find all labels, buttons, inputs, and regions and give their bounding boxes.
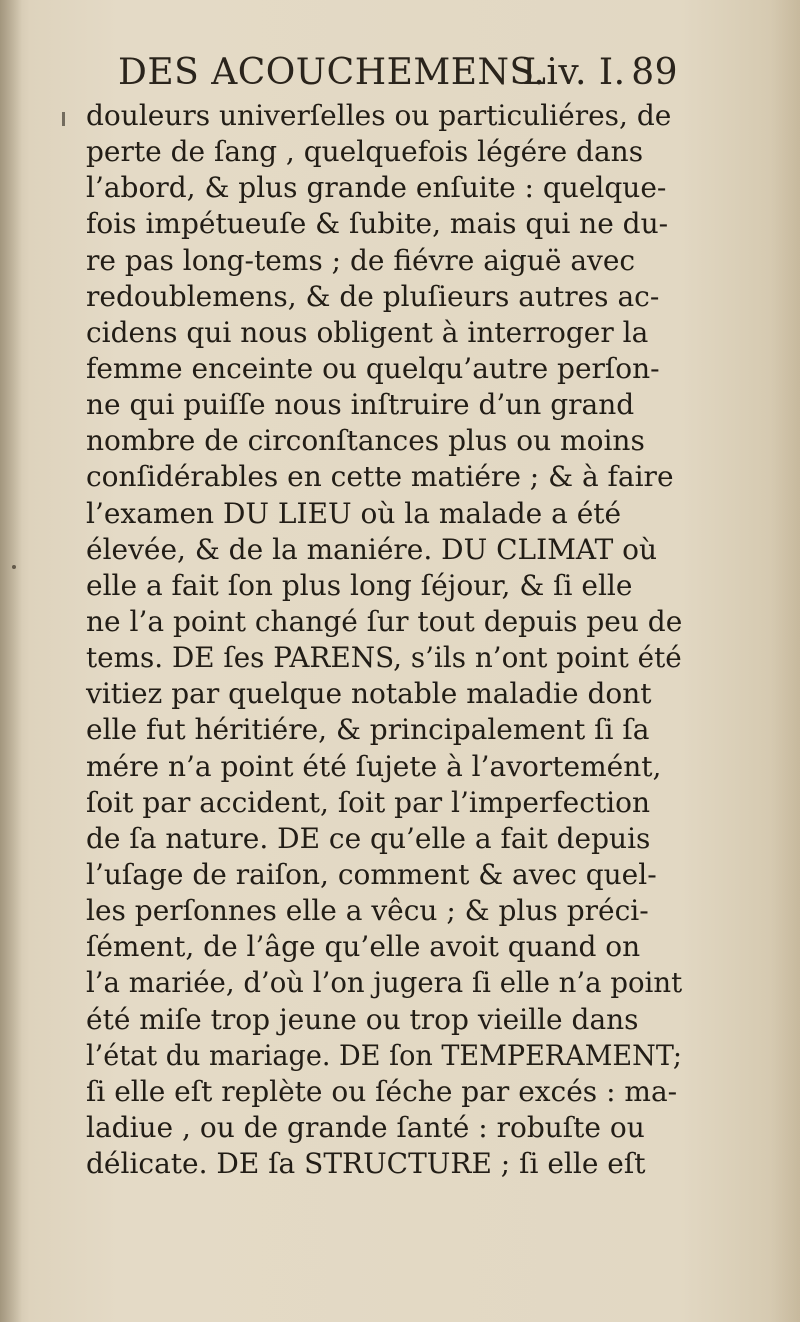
page-number: 89 xyxy=(631,52,678,93)
text-line: été miſe trop jeune ou trop vieille dans xyxy=(86,1002,639,1036)
text-line: ne l’a point changé ſur tout depuis peu de xyxy=(86,604,683,638)
text-line: douleurs univerſelles ou particuliéres, de xyxy=(86,99,672,132)
text-line: nombre de circonſtances plus ou moins xyxy=(86,424,645,458)
text-line: redoublemens, & de pluſieurs autres ac- xyxy=(86,279,660,313)
text-line: ſément, de l’âge qu’elle avoit quand on xyxy=(86,930,641,964)
text-line: ſoit par accident, ſoit par l’imperfection xyxy=(86,785,651,819)
margin-mark xyxy=(62,112,65,126)
text-line: cidens qui nous obligent à interroger la xyxy=(86,315,649,349)
text-line: elle a fait ſon plus long ſéjour, & ſi elle xyxy=(86,568,633,602)
text-line: l’a mariée, d’où l’on jugera ſi elle n’a point xyxy=(86,966,683,1000)
text-line: délicate. DE ſa STRUCTURE ; ſi elle eſt xyxy=(86,1147,646,1181)
text-line: ſi elle eſt replète ou ſéche par excés : ma- xyxy=(86,1074,678,1108)
text-line: l’uſage de raiſon, comment & avec quel- xyxy=(86,857,657,891)
ink-speck xyxy=(12,565,16,569)
running-header xyxy=(118,52,678,102)
binding-shadow xyxy=(0,0,22,1322)
text-line: femme enceinte ou quelqu’autre perſon- xyxy=(86,351,660,385)
text-line: l’examen DU LIEU où la malade a été xyxy=(86,496,622,530)
text-line: élevée, & de la maniére. DU CLIMAT où xyxy=(86,532,658,566)
text-line: ne qui puiſſe nous inſtruire d’un grand xyxy=(86,388,635,422)
text-line: tems. DE ſes PARENS, s’ils n’ont point été xyxy=(86,641,682,675)
text-line: elle fut héritiére, & principalement ſi ſa xyxy=(86,713,650,747)
running-title: DES ACOUCHEMENS. xyxy=(118,52,546,93)
text-line: conſidérables en cette matiére ; & à faire xyxy=(86,460,674,494)
book-number: Liv. I. xyxy=(522,52,626,93)
text-line: de ſa nature. DE ce qu’elle a fait depuis xyxy=(86,821,651,855)
text-line: vitiez par quelque notable maladie dont xyxy=(86,677,652,711)
text-line: mére n’a point été ſujete à l’avortemént, xyxy=(86,749,662,783)
text-line: les perſonnes elle a vêcu ; & plus préci- xyxy=(86,894,649,928)
text-line: re pas long-tems ; de fiévre aiguë avec xyxy=(86,243,636,277)
text-line: l’état du mariage. DE ſon TEMPERAMENT; xyxy=(86,1038,683,1072)
text-line: ladiue , ou de grande ſanté : robuſte ou xyxy=(86,1110,645,1144)
text-line: l’abord, & plus grande enſuite : quelque- xyxy=(86,171,667,205)
body-text xyxy=(86,98,682,1182)
text-line: perte de ſang , quelquefois légére dans xyxy=(86,135,644,169)
text-line: fois impétueuſe & ſubite, mais qui ne du- xyxy=(86,207,669,241)
